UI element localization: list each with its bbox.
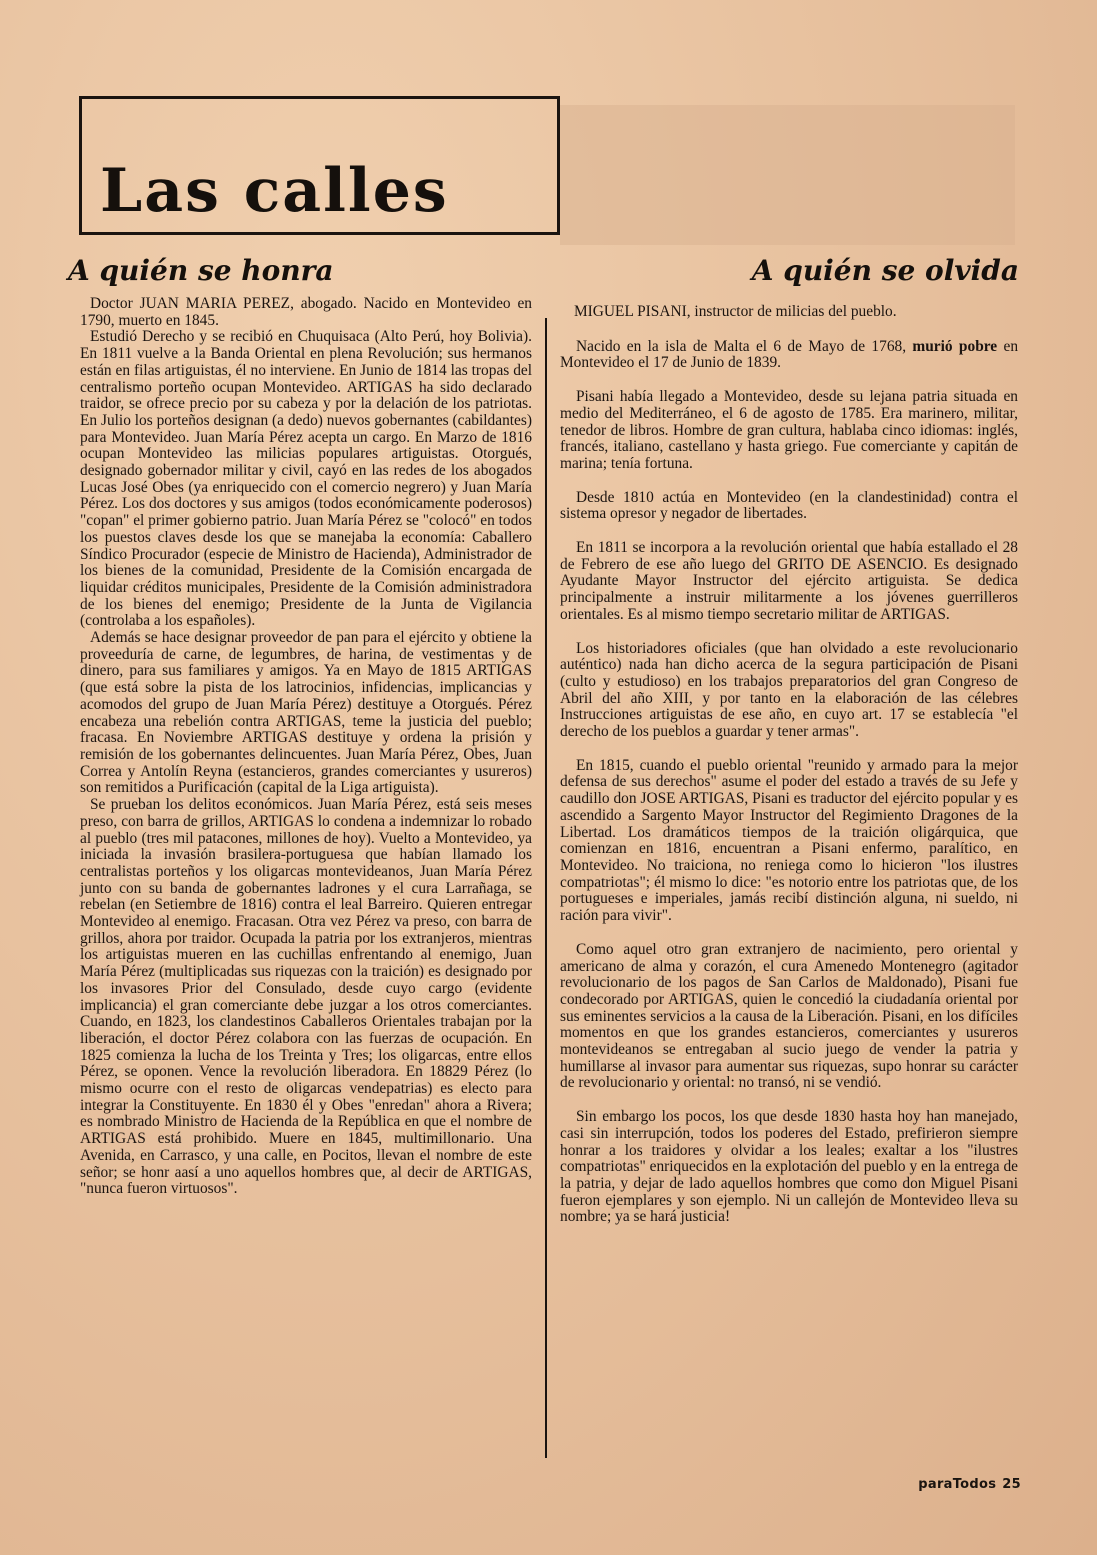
left-paragraph-3: Además se hace designar proveedor de pan para el ejército y obtiene la proveeduría de carne, de legumbres, de harina, de vestimentas y de dinero, para sus familiares y amigos. Ya en Mayo de 1815 ARTIGAS (que está sobre la pista de los latrocinios, infidencias, implicancias y acomodos del grupo de Juan María Pérez) destituye a Otorgués. Pérez encabeza una rebelión contra ARTIGAS, teme la justicia del pueblo; fracasa. En Noviembre ARTIGAS destituye y ordena la prisión y remisión de los gobernantes delincuentes. Juan María Pérez, Obes, Juan Correa y Antolín Reyna (estancieros, grandes comerciantes y usureros) son remitidos a Purificación (capital de la Liga artiguista). <box>80 629 532 797</box>
right-born-paragraph <box>560 339 1018 372</box>
left-paragraph-2: Estudió Derecho y se recibió en Chuquisaca (Alto Perú, hoy Bolivia). En 1811 vuelve a la Banda Oriental en plena Revolución; sus hermanos están en filas artiguistas, él no interviene. En Junio de 1814 las tropas del centralismo porteño ocupan Montevideo. ARTIGAS ha sido declarado traidor, se ofrece precio por su cabeza y por la delación de los patriotas. En Julio los porteños designan (a dedo) nuevos gobernantes (cabildantes) para Montevideo. Juan María Pérez acepta un cargo. En Marzo de 1816 ocupan Montevideo las milicias populares artiguistas. Otorgués, designado gobernador militar y civil, cayó en las redes de los abogados Lucas José Obes (ya enriquecido con el comercio negrero) y Juan María Pérez. Los dos doctores y sus amigos (todos económicamente poderosos) "copan" el primer gobierno patrio. Juan María Pérez se "colocó" en todos los puestos claves desde los que se manejaba la economía: Caballero Síndico Procurador (especie de Ministro de Hacienda), Administrador de los bienes de la comunidad, Presidente de la Comisión encargada de liquidar créditos municipales, Presidente de la Comisión administradora de los bienes del enemigo; Presidente de la Junta de Vigilancia (controlaba a los españoles). <box>80 328 532 630</box>
left-section-heading: A quién se honra <box>68 254 334 287</box>
born-text-bold: murió pobre <box>912 337 998 355</box>
title-box <box>79 96 560 235</box>
right-paragraph-2: Desde 1810 actúa en Montevideo (en la clandestinidad) contra el sistema opresor y negador de libertades. <box>560 488 1018 523</box>
page-number: 25 <box>1002 1477 1021 1492</box>
magazine-name: paraTodos <box>918 1477 997 1492</box>
born-text-before: Nacido en la isla de Malta el 6 de Mayo de 1768, <box>576 337 913 355</box>
right-paragraph-1: Pisani había llegado a Montevideo, desde su lejana patria situada en medio del Mediterráneo, el 6 de agosto de 1785. Era marinero, militar, tenedor de libros. Hombre de gran cultura, hablaba cinco idiomas: inglés, francés, italiano, castellano y hasta griego. Fue comerciante y capitán de marina; tenía fortuna. <box>560 388 1018 472</box>
column-divider <box>545 318 547 1458</box>
faded-background-block <box>560 105 1015 245</box>
left-paragraph-4: Se prueban los delitos económicos. Juan María Pérez, está seis meses preso, con barra de grillos, ARTIGAS lo condena a indemnizar lo robado al pueblo (tres mil patacones, millones de hoy). Vuelto a Montevideo, ya iniciada la invasión brasilera-portuguesa que habían llamado los centralistas porteños y los oligarcas montevideanos, Juan María Pérez junto con su banda de gobernantes ladrones y el cura Larrañaga, se rebelan (en Setiembre de 1816) contra el leal Barreiro. Quieren entregar Montevideo al enemigo. Fracasan. Otra vez Pérez va preso, con barra de grillos, ahora por traidor. Ocupada la patria por los extranjeros, mientras los artiguistas mueren en las cuchillas enfrentando al enemigo, Juan María Pérez (multiplicadas sus riquezas con la traición) es designado por los invasores Prior del Consulado, desde cuyo cargo (evidente implicancia) el gran comerciante debe juzgar a los otros comerciantes. Cuando, en 1823, los clandestinos Caballeros Orientales trabajan por la liberación, el doctor Pérez colabora con las fuerzas de ocupación. En 1825 comienza la lucha de los Treinta y Tres; los oligarcas, entre ellos Pérez, se oponen. Vence la revolución liberadora. En 18829 Pérez (lo mismo ocurre con el resto de oligarcas vendepatrias) es electo para integrar la Constituyente. En 1830 él y Obes "enredan" ahora a Rivera; es nombrado Ministro de Hacienda de la República en que el nombre de ARTIGAS está prohibido. Muere en 1845, multimillonario. Una Avenida, en Carrasco, y una calle, en Pocitos, llevan el nombre de este señor; se honr aasí a uno aquellos hombres que, al decir de ARTIGAS, "nunca fueron virtuosos". <box>80 796 532 1198</box>
right-intro: MIGUEL PISANI, instructor de milicias del pueblo. <box>574 303 897 320</box>
page-title: Las calles <box>100 156 449 226</box>
right-paragraph-4: Los historiadores oficiales (que han olvidado a este revolucionario auténtico) nada han dicho acerca de la segura participación de Pisani (culto y estudioso) en los trabajos preparatorios del gran Congreso de Abril del año XIII, y por tanto en la elaboración de las célebres Instrucciones artiguistas de ese año, en cuyo art. 17 se establecía "el derecho de los pueblos a guardar y tener armas". <box>560 639 1018 741</box>
page-footer <box>918 1477 1021 1492</box>
born-text-after: en Montevideo el 17 de Junio de 1839. <box>560 337 1019 372</box>
right-section-heading: A quién se olvida <box>751 254 1019 287</box>
right-paragraph-7: Sin embargo los pocos, los que desde 1830 hasta hoy han manejado, casi sin interrupción, todos los poderes del Estado, prefirieron siempre honrar a los traidores y olvidar a los leales; exaltar a los "ilustres compatriotas" enriquecidos en la explotación del pueblo y en la entrega de la patria, y dejar de lado aquellos hombres que como don Miguel Pisani fueron ejemplares y son ejemplo. Ni un callejón de Montevideo lleva su nombre; ya se hará justicia! <box>560 1108 1018 1226</box>
right-paragraph-5: En 1815, cuando el pueblo oriental "reunido y armado para la mejor defensa de sus derechos" asume el poder del estado a través de su Jefe y caudillo don JOSE ARTIGAS, Pisani es traductor del ejército popular y es ascendido a Sargento Mayor Instructor del Regimiento Dragones de la Libertad. Los dramáticos tiempos de la traición oligárquica, que comienzan en 1816, encuentran a Pisani enfermo, paralítico, en Montevideo. No traiciona, no reniega como lo hicieron "los ilustres compatriotas"; él mismo lo dice: "es notorio entre los patriotas que, de los portugueses e imperiales, jamás recibí distinción alguna, ni sueldo, ni ración para vivir". <box>560 756 1018 925</box>
right-column <box>560 304 1018 1243</box>
right-paragraph-6: Como aquel otro gran extranjero de nacimiento, pero oriental y americano de alma y corazón, el cura Amenedo Montenegro (agitador revolucionario de los pagos de San Carlos de Maldonado), Pisani fue condecorado por ARTIGAS, quien le concedió la ciudadanía oriental por sus eminentes servicios a la causa de la Liberación. Pisani, en los difíciles momentos en que los grandes estancieros, comerciantes y usureros montevideanos se entregaban al sucio juego de vender la patria y humillarse al invasor para aumentar sus riquezas, supo honrar su carácter de revolucionario y oriental: no transó, ni se vendió. <box>560 940 1018 1092</box>
left-paragraph-1: Doctor JUAN MARIA PEREZ, abogado. Nacido en Montevideo en 1790, muerto en 1845. <box>80 295 532 329</box>
left-column <box>80 296 532 1198</box>
right-paragraph-3: En 1811 se incorpora a la revolución oriental que había estallado el 28 de Febrero de ese año luego del GRITO DE ASENCIO. Es designado Ayudante Mayor Instructor del ejército artiguista. Se dedica principalmente a instruir militarmente a los jóvenes guerrilleros orientales. Es al mismo tiempo secretario militar de ARTIGAS. <box>560 539 1018 623</box>
